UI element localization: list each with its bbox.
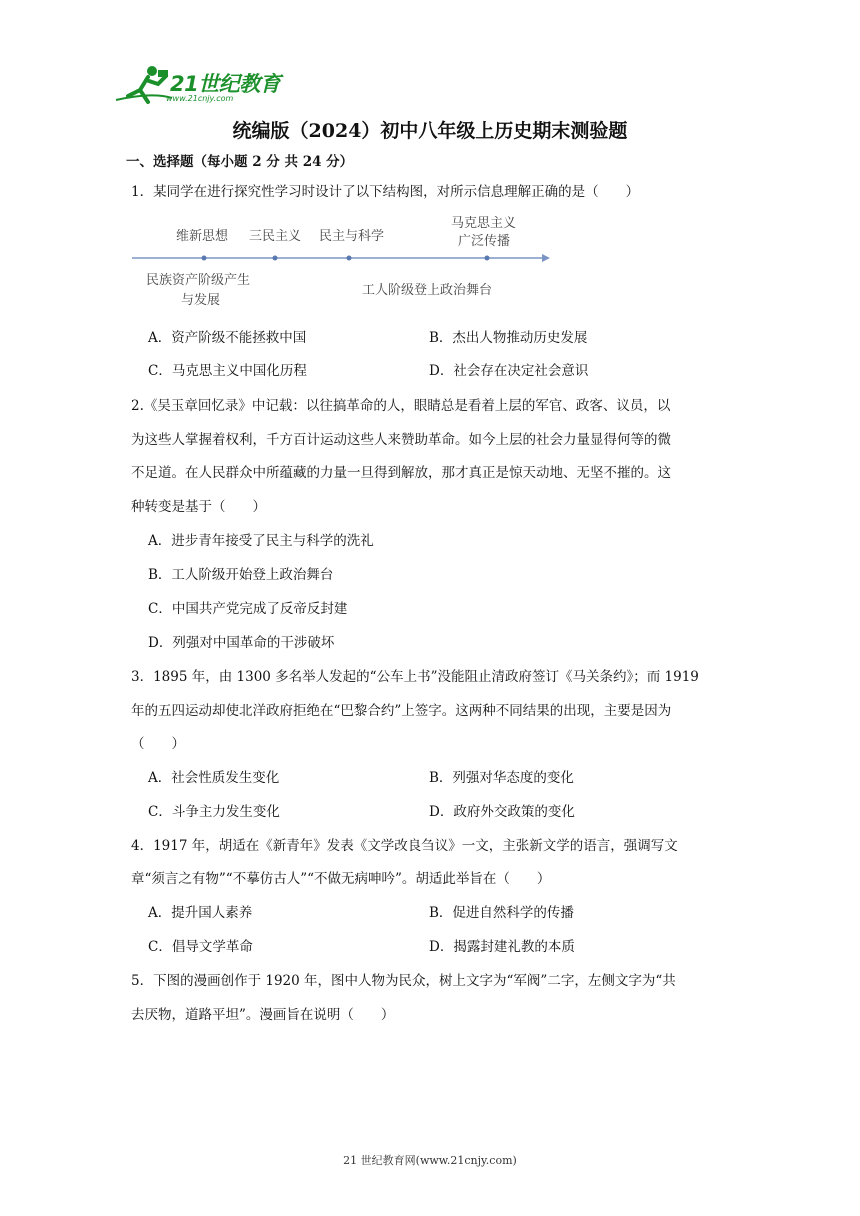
page-title: 统编版（2024）初中八年级上历史期末测验题: [232, 120, 628, 142]
option-a: A．进步青年接受了民主与科学的洗礼: [148, 533, 374, 549]
question-5-line: 去厌物，道路平坦”。漫画旨在说明（ ）: [131, 1007, 395, 1023]
question-2-line: 不足道。在人民群众中所蕴藏的力量一旦得到解放，那才真正是惊天动地、无坚不摧的。这: [131, 465, 671, 481]
option-a: A．提升国人素养: [148, 905, 253, 921]
diagram-label: 广泛传播: [458, 234, 511, 249]
question-3-line: 3．1895 年，由 1300 多名举人发起的“公车上书”没能阻止清政府签订《马关条约》；而 1919: [131, 669, 699, 685]
option-c: C．斗争主力发生变化: [148, 804, 280, 820]
timeline-dot: [273, 256, 278, 261]
option-d: D．政府外交政策的变化: [429, 804, 575, 820]
question-3-line: 年的五四运动却使北洋政府拒绝在“巴黎合约”上签字。这两种不同结果的出现，主要是因为: [131, 703, 672, 719]
diagram-label: 民主与科学: [319, 229, 385, 244]
diagram-label: 工人阶级登上政治舞台: [362, 283, 493, 298]
diagram-label: 三民主义: [249, 229, 302, 244]
question-4-line: 4．1917 年，胡适在《新青年》发表《文学改良刍议》一文，主张新文学的语言，强调写文: [131, 838, 678, 854]
option-c: C．马克思主义中国化历程: [148, 363, 307, 379]
question-5-line: 5．下图的漫画创作于 1920 年，图中人物为民众，树上文字为“军阀”二字，左侧文字为“共: [131, 973, 676, 989]
option-d: D．社会存在决定社会意识: [429, 363, 589, 379]
page-footer: 21 世纪教育网(www.21cnjy.com): [343, 1154, 517, 1167]
question-2-line: 2.《吴玉章回忆录》中记载：以往搞革命的人，眼睛总是看着上层的军官、政客、议员，以: [131, 398, 671, 414]
diagram-label: 马克思主义: [451, 216, 517, 231]
logo-text: 21世纪教育: [170, 72, 281, 96]
option-b: B．工人阶级开始登上政治舞台: [148, 567, 334, 583]
question-1-diagram: [132, 216, 552, 316]
option-b: B．杰出人物推动历史发展: [429, 330, 588, 346]
option-a: A．资产阶级不能拯救中国: [148, 330, 307, 346]
option-b: B．促进自然科学的传播: [429, 905, 574, 921]
diagram-label: 维新思想: [176, 229, 229, 244]
option-d: D．揭露封建礼教的本质: [429, 939, 575, 955]
question-1-stem: 1．某同学在进行探究性学习时设计了以下结构图，对所示信息理解正确的是（ ）: [131, 184, 640, 200]
question-4-line: 章“须言之有物”“不摹仿古人”“不做无病呻吟”。胡适此举旨在（ ）: [131, 871, 551, 887]
question-2-line: 为这些人掌握着权利，千方百计运动这些人来赞助革命。如今上层的社会力量显得何等的微: [131, 432, 671, 448]
section-heading: 一、选择题（每小题 2 分 共 24 分）: [126, 154, 354, 170]
question-2-line: 种转变是基于（ ）: [131, 499, 266, 515]
option-a: A．社会性质发生变化: [148, 770, 280, 786]
diagram-label: 与发展: [181, 293, 221, 308]
option-c: C．中国共产党完成了反帝反封建: [148, 601, 348, 617]
logo-url: www.21cnjy.com: [166, 94, 234, 103]
option-d: D．列强对中国革命的干涉破坏: [148, 635, 335, 651]
option-c: C．倡导文学革命: [148, 939, 253, 955]
timeline-dot: [202, 256, 207, 261]
timeline-dot: [347, 256, 352, 261]
diagram-label: 民族资产阶级产生: [146, 273, 251, 288]
question-3-line: （ ）: [131, 736, 185, 752]
option-b: B．列强对华态度的变化: [429, 770, 574, 786]
timeline-dot: [485, 256, 490, 261]
